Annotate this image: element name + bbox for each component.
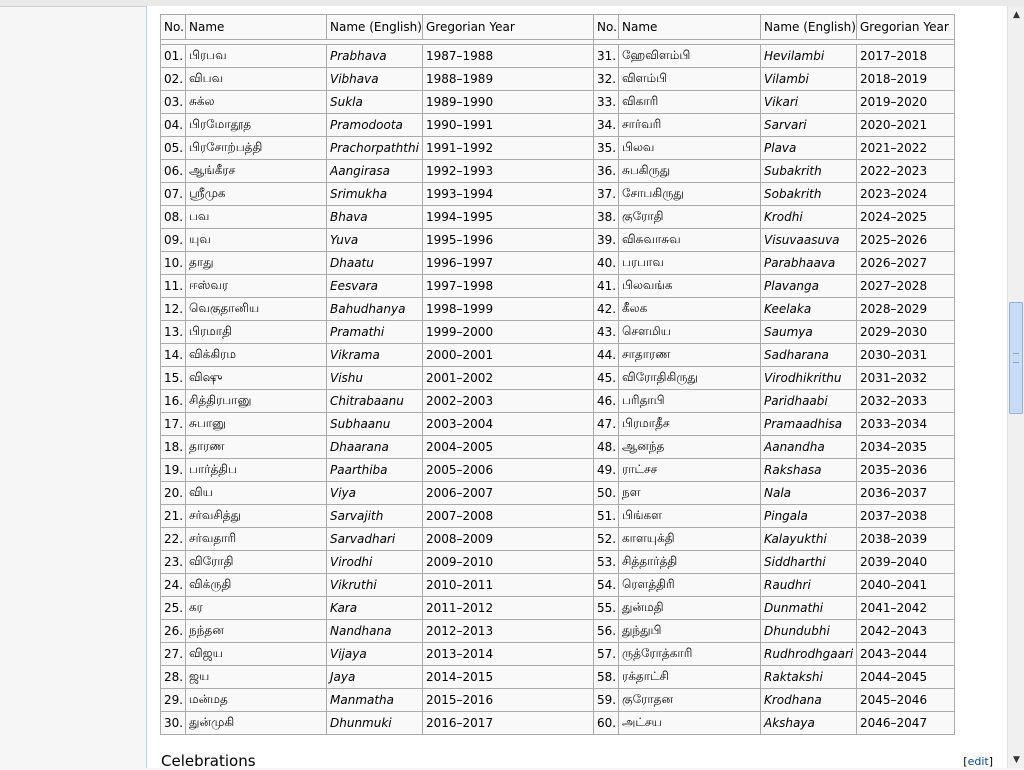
gregorian-year: 2026–2027 [857, 252, 955, 275]
english-name: Aangirasa [327, 160, 423, 183]
tamil-name: விசுவாசுவ [619, 229, 761, 252]
row-number: 49. [594, 459, 619, 482]
english-name: Manmatha [327, 689, 423, 712]
row-number: 53. [594, 551, 619, 574]
tamil-name: நள [619, 482, 761, 505]
tamil-name: வெகுதானிய [186, 298, 327, 321]
scroll-up-arrow-icon[interactable]: ▲ [1013, 9, 1020, 20]
english-name: Pramathi [327, 321, 423, 344]
english-name: Virodhi [327, 551, 423, 574]
english-name: Nala [761, 482, 857, 505]
tamil-name: பிரமாதீச [619, 413, 761, 436]
row-number: 54. [594, 574, 619, 597]
tamil-name: ஸ்ரீமுக [186, 183, 327, 206]
tamil-name: விளம்பி [619, 68, 761, 91]
gregorian-year: 2043–2044 [857, 643, 955, 666]
english-name: Raktakshi [761, 666, 857, 689]
header-name-english: Name (English) [761, 15, 857, 40]
gregorian-year: 2000–2001 [423, 344, 594, 367]
english-name: Akshaya [761, 712, 857, 735]
english-name: Vikrama [327, 344, 423, 367]
english-name: Pramodoota [327, 114, 423, 137]
table-row [161, 666, 955, 689]
row-number: 52. [594, 528, 619, 551]
gregorian-year: 2025–2026 [857, 229, 955, 252]
edit-section-link-wrapper [963, 755, 993, 768]
english-name: Vibhava [327, 68, 423, 91]
english-name: Saumya [761, 321, 857, 344]
tamil-name: குரோதி [619, 206, 761, 229]
english-name: Nandhana [327, 620, 423, 643]
vertical-scrollbar[interactable] [1007, 6, 1024, 768]
gregorian-year: 2010–2011 [423, 574, 594, 597]
gregorian-year: 2014–2015 [423, 666, 594, 689]
gregorian-year: 2032–2033 [857, 390, 955, 413]
gregorian-year: 2003–2004 [423, 413, 594, 436]
tamil-name: தாது [186, 252, 327, 275]
row-number: 48. [594, 436, 619, 459]
gregorian-year: 2013–2014 [423, 643, 594, 666]
gregorian-year: 2004–2005 [423, 436, 594, 459]
table-row [161, 689, 955, 712]
tamil-name: ஆங்கீரச [186, 160, 327, 183]
header-name-english: Name (English) [327, 15, 423, 40]
english-name: Dhundubhi [761, 620, 857, 643]
english-name: Krodhi [761, 206, 857, 229]
english-name: Yuva [327, 229, 423, 252]
english-name: Sobakrith [761, 183, 857, 206]
gregorian-year: 2039–2040 [857, 551, 955, 574]
gregorian-year: 2023–2024 [857, 183, 955, 206]
tamil-name: பிங்கள [619, 505, 761, 528]
english-name: Rakshasa [761, 459, 857, 482]
table-header-row [161, 15, 955, 40]
row-number: 37. [594, 183, 619, 206]
tamil-name: சுக்ல [186, 91, 327, 114]
gregorian-year: 2046–2047 [857, 712, 955, 735]
table-row [161, 160, 955, 183]
tamil-name: சர்வதாரி [186, 528, 327, 551]
row-number: 60. [594, 712, 619, 735]
gregorian-year: 2018–2019 [857, 68, 955, 91]
row-number: 19. [161, 459, 186, 482]
tamil-name: விபவ [186, 68, 327, 91]
tamil-name: சுபானு [186, 413, 327, 436]
table-row [161, 252, 955, 275]
row-number: 55. [594, 597, 619, 620]
gregorian-year: 1994–1995 [423, 206, 594, 229]
english-name: Viya [327, 482, 423, 505]
english-name: Vikruthi [327, 574, 423, 597]
gregorian-year: 1997–1998 [423, 275, 594, 298]
table-row [161, 344, 955, 367]
row-number: 21. [161, 505, 186, 528]
tamil-name: சாதாரண [619, 344, 761, 367]
header-no: No. [161, 15, 186, 40]
row-number: 51. [594, 505, 619, 528]
english-name: Chitrabaanu [327, 390, 423, 413]
gregorian-year: 2015–2016 [423, 689, 594, 712]
english-name: Dhunmuki [327, 712, 423, 735]
table-row [161, 551, 955, 574]
table-row [161, 620, 955, 643]
section-heading-celebrations: Celebrations [161, 752, 256, 770]
english-name: Visuvaasuva [761, 229, 857, 252]
gregorian-year: 1995–1996 [423, 229, 594, 252]
row-number: 29. [161, 689, 186, 712]
row-number: 09. [161, 229, 186, 252]
gregorian-year: 2036–2037 [857, 482, 955, 505]
gregorian-year: 1988–1989 [423, 68, 594, 91]
header-name: Name [186, 15, 327, 40]
tamil-name: விய [186, 482, 327, 505]
english-name: Prachorpaththi [327, 137, 423, 160]
gregorian-year: 2016–2017 [423, 712, 594, 735]
row-number: 06. [161, 160, 186, 183]
gregorian-year: 1987–1988 [423, 45, 594, 68]
table-row [161, 137, 955, 160]
row-number: 47. [594, 413, 619, 436]
gregorian-year: 2030–2031 [857, 344, 955, 367]
gregorian-year: 2011–2012 [423, 597, 594, 620]
scrollbar-grip-icon [1013, 353, 1019, 363]
english-name: Rudhrodhgaari [761, 643, 857, 666]
table-row [161, 574, 955, 597]
english-name: Dhaarana [327, 436, 423, 459]
row-number: 40. [594, 252, 619, 275]
table-row [161, 459, 955, 482]
english-name: Plava [761, 137, 857, 160]
tamil-name: காளயுக்தி [619, 528, 761, 551]
gregorian-year: 2001–2002 [423, 367, 594, 390]
english-name: Jaya [327, 666, 423, 689]
gregorian-year: 2022–2023 [857, 160, 955, 183]
row-number: 31. [594, 45, 619, 68]
gregorian-year: 2019–2020 [857, 91, 955, 114]
tamil-name: ஜய [186, 666, 327, 689]
tamil-name: சுபகிருது [619, 160, 761, 183]
table-row [161, 528, 955, 551]
english-name: Sukla [327, 91, 423, 114]
header-name: Name [619, 15, 761, 40]
scrollbar-thumb[interactable] [1009, 302, 1023, 414]
row-number: 07. [161, 183, 186, 206]
english-name: Prabhava [327, 45, 423, 68]
table-row [161, 367, 955, 390]
english-name: Bhava [327, 206, 423, 229]
gregorian-year: 2017–2018 [857, 45, 955, 68]
tamil-name: ஆனந்த [619, 436, 761, 459]
table-row [161, 505, 955, 528]
tamil-name: சௌமிய [619, 321, 761, 344]
tamil-name: துந்துபி [619, 620, 761, 643]
row-number: 01. [161, 45, 186, 68]
gregorian-year: 1992–1993 [423, 160, 594, 183]
gregorian-year: 2020–2021 [857, 114, 955, 137]
tamil-name: பிலவங்க [619, 275, 761, 298]
gregorian-year: 1991–1992 [423, 137, 594, 160]
row-number: 28. [161, 666, 186, 689]
gregorian-year: 1998–1999 [423, 298, 594, 321]
tamil-name: பரிதாபி [619, 390, 761, 413]
english-name: Pramaadhisa [761, 413, 857, 436]
tamil-name: கர [186, 597, 327, 620]
row-number: 05. [161, 137, 186, 160]
tamil-name: ஈஸ்வர [186, 275, 327, 298]
table-row [161, 712, 955, 735]
row-number: 02. [161, 68, 186, 91]
english-name: Subakrith [761, 160, 857, 183]
gregorian-year: 2005–2006 [423, 459, 594, 482]
header-gregorian-year: Gregorian Year [423, 15, 594, 40]
tamil-name: சார்வரி [619, 114, 761, 137]
english-name: Kalayukthi [761, 528, 857, 551]
row-number: 18. [161, 436, 186, 459]
tamil-name: அட்சய [619, 712, 761, 735]
table-row [161, 643, 955, 666]
row-number: 50. [594, 482, 619, 505]
table-row [161, 206, 955, 229]
table-row [161, 68, 955, 91]
row-number: 44. [594, 344, 619, 367]
english-name: Srimukha [327, 183, 423, 206]
tamil-name: விக்ருதி [186, 574, 327, 597]
english-name: Sarvari [761, 114, 857, 137]
row-number: 27. [161, 643, 186, 666]
gregorian-year: 2031–2032 [857, 367, 955, 390]
tamil-name: பரபாவ [619, 252, 761, 275]
row-number: 32. [594, 68, 619, 91]
tamil-name: யுவ [186, 229, 327, 252]
tamil-name: சித்தார்த்தி [619, 551, 761, 574]
tamil-name: மன்மத [186, 689, 327, 712]
tamil-name: நந்தன [186, 620, 327, 643]
gregorian-year: 2027–2028 [857, 275, 955, 298]
tamil-name: பிரசோற்பத்தி [186, 137, 327, 160]
table-row [161, 229, 955, 252]
tamil-name: ருத்ரோத்காரி [619, 643, 761, 666]
row-number: 39. [594, 229, 619, 252]
tamil-name: பிரபவ [186, 45, 327, 68]
tamil-name: ரௌத்திரி [619, 574, 761, 597]
tamil-name: ரக்தாட்சி [619, 666, 761, 689]
gregorian-year: 1996–1997 [423, 252, 594, 275]
edit-bracket-open: [ [963, 755, 968, 768]
table-row [161, 298, 955, 321]
table-row [161, 91, 955, 114]
tamil-name: சர்வசித்து [186, 505, 327, 528]
tamil-name: குரோதன [619, 689, 761, 712]
gregorian-year: 2024–2025 [857, 206, 955, 229]
row-number: 33. [594, 91, 619, 114]
scroll-down-arrow-icon[interactable]: ▼ [1013, 754, 1020, 765]
row-number: 26. [161, 620, 186, 643]
gregorian-year: 2002–2003 [423, 390, 594, 413]
gregorian-year: 2041–2042 [857, 597, 955, 620]
tamil-name: விகாரி [619, 91, 761, 114]
tamil-name: பிரமாதி [186, 321, 327, 344]
table-row [161, 436, 955, 459]
tamil-name: ராட்சச [619, 459, 761, 482]
row-number: 46. [594, 390, 619, 413]
gregorian-year: 1989–1990 [423, 91, 594, 114]
tamil-years-table [160, 14, 955, 735]
gregorian-year: 1999–2000 [423, 321, 594, 344]
english-name: Keelaka [761, 298, 857, 321]
gregorian-year: 2037–2038 [857, 505, 955, 528]
table-row [161, 45, 955, 68]
gregorian-year: 2021–2022 [857, 137, 955, 160]
english-name: Parabhaava [761, 252, 857, 275]
english-name: Vikari [761, 91, 857, 114]
row-number: 56. [594, 620, 619, 643]
tamil-name: கீலக [619, 298, 761, 321]
row-number: 20. [161, 482, 186, 505]
row-number: 08. [161, 206, 186, 229]
tamil-name: பவ [186, 206, 327, 229]
english-name: Vilambi [761, 68, 857, 91]
gregorian-year: 1990–1991 [423, 114, 594, 137]
edit-bracket-close: ] [988, 755, 993, 768]
row-number: 41. [594, 275, 619, 298]
row-number: 14. [161, 344, 186, 367]
row-number: 42. [594, 298, 619, 321]
row-number: 17. [161, 413, 186, 436]
tamil-name: ஹேவிளம்பி [619, 45, 761, 68]
header-no: No. [594, 15, 619, 40]
gregorian-year: 2038–2039 [857, 528, 955, 551]
row-number: 58. [594, 666, 619, 689]
english-name: Kara [327, 597, 423, 620]
table-row [161, 114, 955, 137]
tamil-name: விக்கிரம [186, 344, 327, 367]
row-number: 45. [594, 367, 619, 390]
gregorian-year: 2006–2007 [423, 482, 594, 505]
table-row [161, 183, 955, 206]
gregorian-year: 2029–2030 [857, 321, 955, 344]
row-number: 38. [594, 206, 619, 229]
header-gregorian-year: Gregorian Year [857, 15, 955, 40]
row-number: 59. [594, 689, 619, 712]
english-name: Virodhikrithu [761, 367, 857, 390]
tamil-name: சித்திரபானு [186, 390, 327, 413]
gregorian-year: 2034–2035 [857, 436, 955, 459]
row-number: 24. [161, 574, 186, 597]
gregorian-year: 2035–2036 [857, 459, 955, 482]
edit-section-link[interactable]: edit [967, 755, 989, 768]
english-name: Dunmathi [761, 597, 857, 620]
row-number: 57. [594, 643, 619, 666]
tamil-name: பிரமோதூத [186, 114, 327, 137]
english-name: Hevilambi [761, 45, 857, 68]
english-name: Aanandha [761, 436, 857, 459]
row-number: 22. [161, 528, 186, 551]
english-name: Raudhri [761, 574, 857, 597]
row-number: 13. [161, 321, 186, 344]
english-name: Vijaya [327, 643, 423, 666]
row-number: 35. [594, 137, 619, 160]
table-row [161, 413, 955, 436]
row-number: 12. [161, 298, 186, 321]
gregorian-year: 2007–2008 [423, 505, 594, 528]
row-number: 04. [161, 114, 186, 137]
english-name: Paridhaabi [761, 390, 857, 413]
row-number: 34. [594, 114, 619, 137]
row-number: 16. [161, 390, 186, 413]
english-name: Siddharthi [761, 551, 857, 574]
gregorian-year: 2045–2046 [857, 689, 955, 712]
row-number: 43. [594, 321, 619, 344]
english-name: Subhaanu [327, 413, 423, 436]
english-name: Sadharana [761, 344, 857, 367]
gregorian-year: 1993–1994 [423, 183, 594, 206]
table-body [161, 45, 955, 735]
tamil-name: தாரண [186, 436, 327, 459]
article-content [146, 6, 1007, 768]
english-name: Krodhana [761, 689, 857, 712]
tamil-name: பிலவ [619, 137, 761, 160]
english-name: Sarvajith [327, 505, 423, 528]
english-name: Plavanga [761, 275, 857, 298]
gregorian-year: 2009–2010 [423, 551, 594, 574]
gregorian-year: 2033–2034 [857, 413, 955, 436]
english-name: Bahudhanya [327, 298, 423, 321]
tamil-name: விரோதிகிருது [619, 367, 761, 390]
gregorian-year: 2012–2013 [423, 620, 594, 643]
table-row [161, 390, 955, 413]
english-name: Paarthiba [327, 459, 423, 482]
english-name: Eesvara [327, 275, 423, 298]
table-row [161, 275, 955, 298]
row-number: 10. [161, 252, 186, 275]
gregorian-year: 2044–2045 [857, 666, 955, 689]
gregorian-year: 2042–2043 [857, 620, 955, 643]
gregorian-year: 2008–2009 [423, 528, 594, 551]
row-number: 23. [161, 551, 186, 574]
english-name: Dhaatu [327, 252, 423, 275]
table-row [161, 321, 955, 344]
row-number: 03. [161, 91, 186, 114]
tamil-name: விரோதி [186, 551, 327, 574]
row-number: 36. [594, 160, 619, 183]
gregorian-year: 2040–2041 [857, 574, 955, 597]
tamil-name: சோபகிருது [619, 183, 761, 206]
english-name: Pingala [761, 505, 857, 528]
tamil-name: விஷு [186, 367, 327, 390]
english-name: Vishu [327, 367, 423, 390]
tamil-name: பார்த்திப [186, 459, 327, 482]
row-number: 30. [161, 712, 186, 735]
table-row [161, 482, 955, 505]
tamil-name: துன்மதி [619, 597, 761, 620]
tamil-name: துன்முகி [186, 712, 327, 735]
english-name: Sarvadhari [327, 528, 423, 551]
gregorian-year: 2028–2029 [857, 298, 955, 321]
table-row [161, 597, 955, 620]
row-number: 25. [161, 597, 186, 620]
tamil-name: விஜய [186, 643, 327, 666]
row-number: 11. [161, 275, 186, 298]
row-number: 15. [161, 367, 186, 390]
